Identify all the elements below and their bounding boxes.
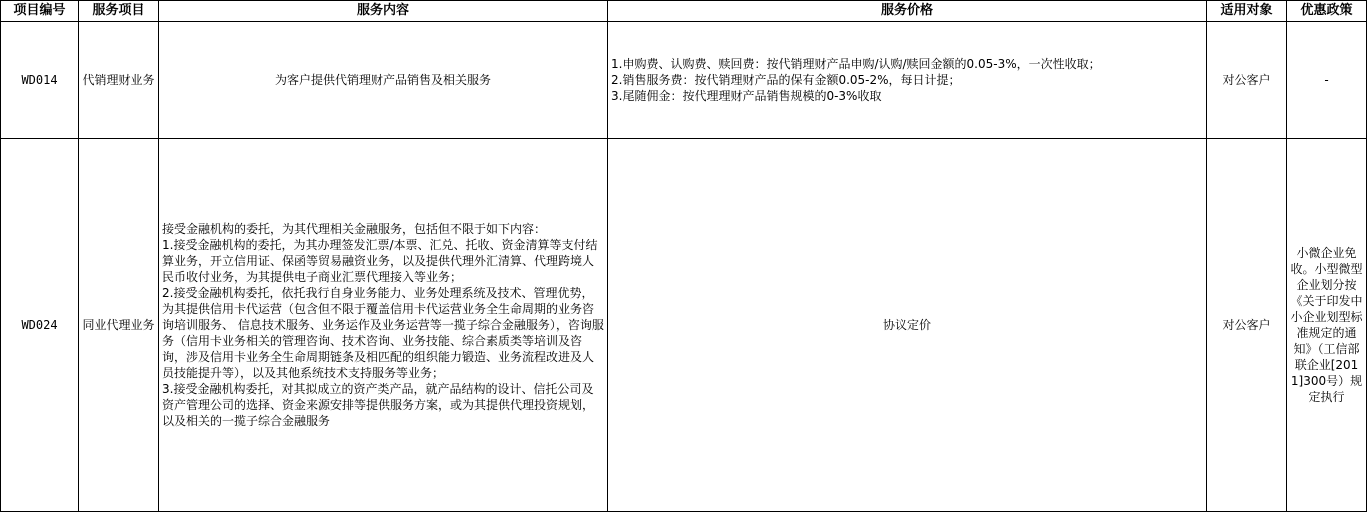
table-row [1,139,1367,512]
header-policy[interactable]: 优惠政策 [1287,1,1367,22]
cell-content[interactable]: 接受金融机构的委托，为其代理相关金融服务，包括但不限于如下内容： 1.接受金融机构的委托，为其办理签发汇票/本票、汇兑、托收、资金清算等支付结算业务，开立信用证、保函等贸易融资业务，以及提供代理外汇清算、代理跨境人民币收付业务，为其提供电子商业汇票代理接入等业务； 2.接受金融机构委托，依托我行自身业务能力、业务处理系统及技术、管理优势，为其提供信用卡代运营（包含但不限于覆盖信用卡代运营业务全生命周期的业务咨询培训服务、 信息技术服务、业务运作及业务运营等一揽子综合金融服务），咨询服务（信用卡业务相关的管理咨询、技术咨询、业务技能、综合素质类等培训及咨询，涉及信用卡业务全生命周期链条及相匹配的组织能力锻造、业务流程改进及人员技能提升等），以及其他系统技术支持服务等业务； 3.接受金融机构委托，对其拟成立的资产类产品，就产品结构的设计、信托公司及资产管理公司的选择、资金来源安排等提供服务方案，或为其提供代理投资规划，以及相关的一揽子综合金融服务 [159,139,608,512]
cell-item[interactable]: 同业代理业务 [79,139,159,512]
cell-code[interactable]: WD014 [1,22,79,139]
cell-policy[interactable]: 小微企业免收。小型微型企业划分按《关于印发中小企业划型标准规定的通知》（工信部联企业[2011]300号）规定执行 [1287,139,1367,512]
header-target[interactable]: 适用对象 [1207,1,1287,22]
cell-target[interactable]: 对公客户 [1207,22,1287,139]
cell-price[interactable]: 协议定价 [608,139,1207,512]
header-row [1,1,1367,22]
cell-item[interactable]: 代销理财业务 [79,22,159,139]
header-item[interactable]: 服务项目 [79,1,159,22]
cell-content[interactable]: 为客户提供代销理财产品销售及相关服务 [159,22,608,139]
cell-price[interactable]: 1.申购费、认购费、赎回费：按代销理财产品申购/认购/赎回金额的0.05-3%，一次性收取； 2.销售服务费：按代销理财产品的保有金额0.05-2%，每日计提； 3.尾随佣金：按代理理财产品销售规模的0-3%收取 [608,22,1207,139]
cell-target[interactable]: 对公客户 [1207,139,1287,512]
header-code[interactable]: 项目编号 [1,1,79,22]
header-price[interactable]: 服务价格 [608,1,1207,22]
header-content[interactable]: 服务内容 [159,1,608,22]
table-row [1,22,1367,139]
cell-policy[interactable]: - [1287,22,1367,139]
cell-code[interactable]: WD024 [1,139,79,512]
